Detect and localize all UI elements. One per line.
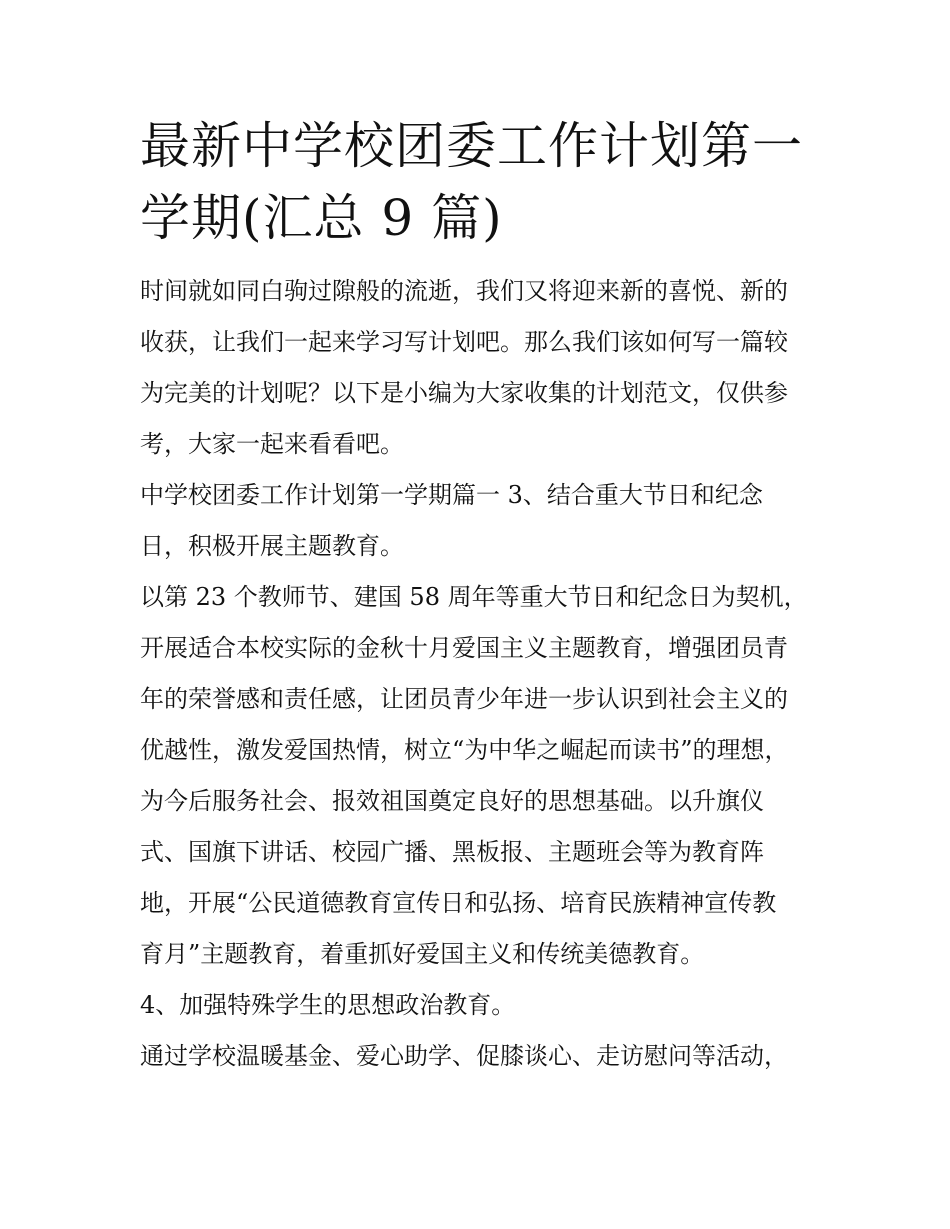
patriotic-education-paragraph — [140, 572, 820, 980]
intro-paragraph — [140, 266, 820, 470]
numbered-item-paragraph — [140, 980, 820, 1031]
text-line: 中学校团委工作计划第一学期篇一 3、结合重大节日和纪念 — [140, 481, 763, 509]
text-line: 式、国旗下讲话、校园广播、黑板报、主题班会等为教育阵 — [140, 838, 764, 866]
section-heading-paragraph — [140, 470, 820, 572]
text-line: 以第 23 个教师节、建国 58 周年等重大节日和纪念日为契机， — [140, 583, 808, 611]
text-line: 通过学校温暖基金、爱心助学、促膝谈心、走访慰问等活动， — [140, 1042, 788, 1070]
document-content — [140, 110, 820, 1082]
text-line: 收获，让我们一起来学习写计划吧。那么我们该如何写一篇较 — [140, 328, 788, 356]
title-line: 学期(汇总 9 篇) — [140, 189, 503, 247]
text-line: 为今后服务社会、报效祖国奠定良好的思想基础。以升旗仪 — [140, 787, 764, 815]
text-line: 为完美的计划呢？以下是小编为大家收集的计划范文，仅供参 — [140, 379, 788, 407]
text-line: 年的荣誉感和责任感，让团员青少年进一步认识到社会主义的 — [140, 685, 788, 713]
text-line: 4、加强特殊学生的思想政治教育。 — [140, 991, 516, 1019]
text-line: 考，大家一起来看看吧。 — [140, 430, 404, 458]
text-line: 优越性，激发爱国热情，树立“为中华之崛起而读书”的理想， — [140, 736, 789, 764]
document-title — [140, 110, 820, 254]
activities-paragraph — [140, 1031, 820, 1082]
document-body — [140, 266, 820, 1082]
text-line: 育月”主题教育，着重抓好爱国主义和传统美德教育。 — [140, 940, 705, 968]
text-line: 日，积极开展主题教育。 — [140, 532, 404, 560]
text-line: 地，开展“公民道德教育宣传日和弘扬、培育民族精神宣传教 — [140, 889, 777, 917]
title-line: 最新中学校团委工作计划第一 — [140, 117, 803, 175]
text-line: 时间就如同白驹过隙般的流逝，我们又将迎来新的喜悦、新的 — [140, 277, 788, 305]
text-line: 开展适合本校实际的金秋十月爱国主义主题教育，增强团员青 — [140, 634, 788, 662]
